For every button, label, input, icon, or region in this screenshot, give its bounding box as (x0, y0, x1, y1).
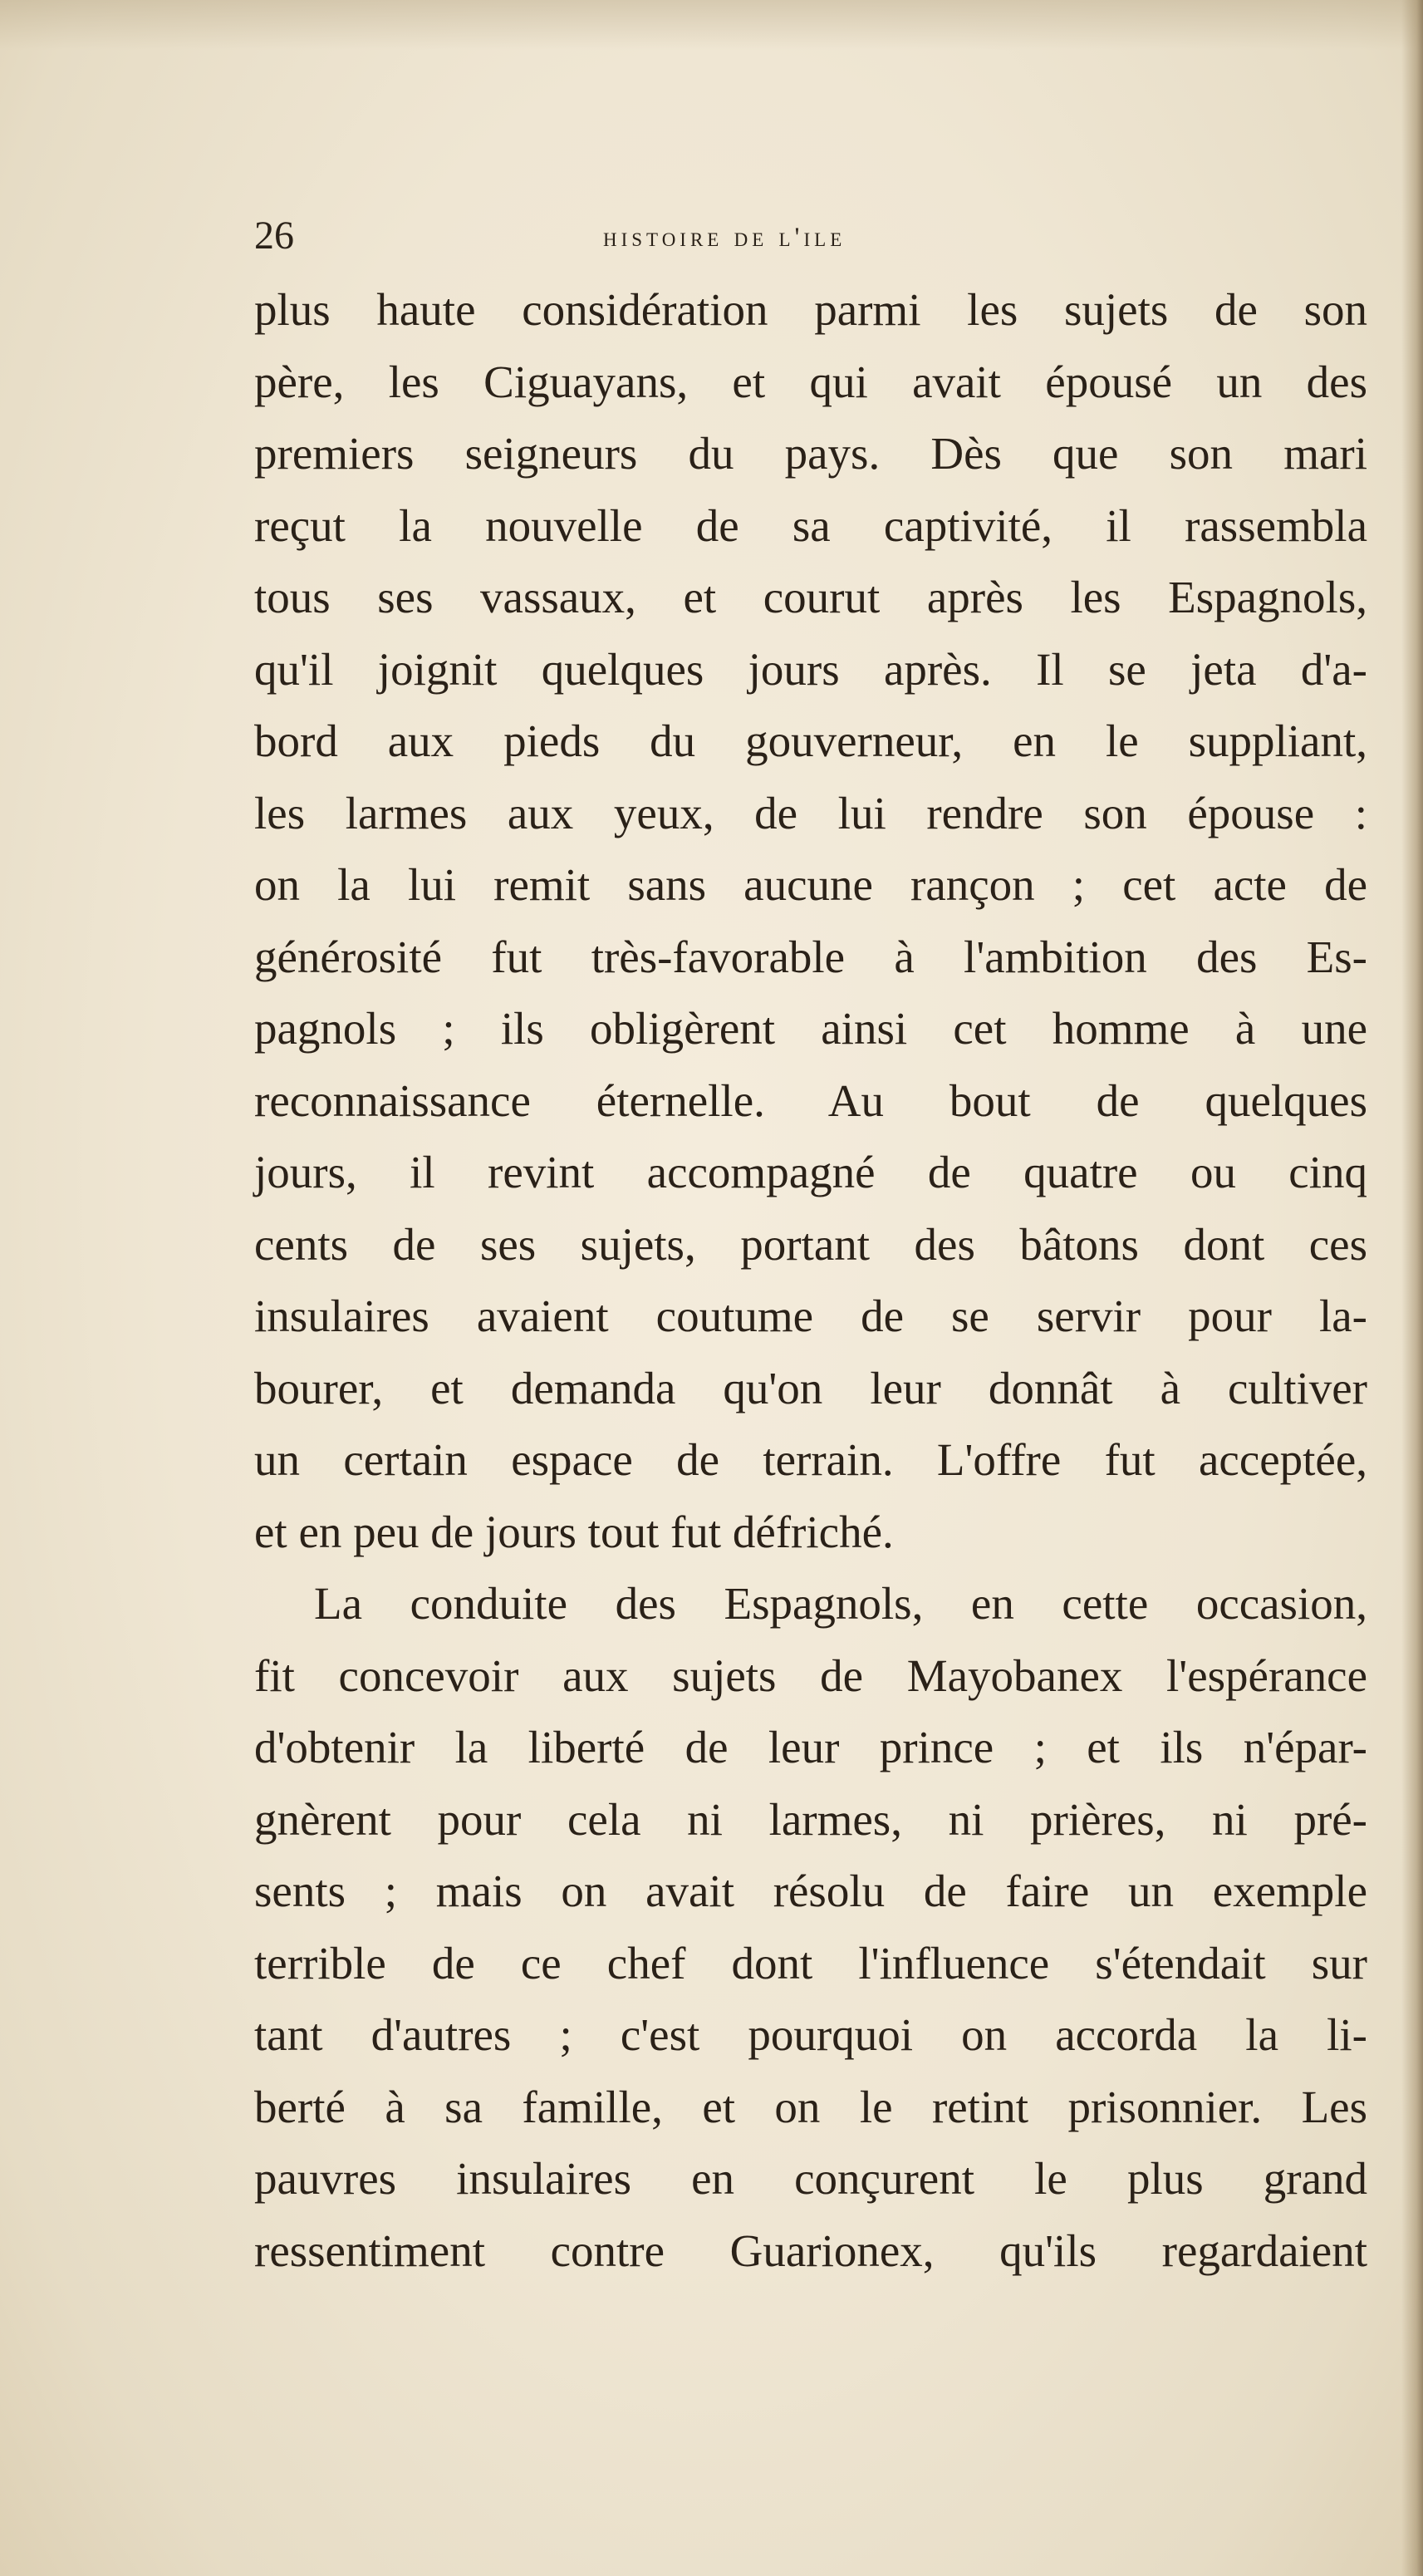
text-line: cents de ses sujets, portant des bâtons dont ces (254, 1218, 1367, 1270)
text-line: fit concevoir aux sujets de Mayobanex l'espérance (254, 1649, 1367, 1701)
text-line: berté à sa famille, et on le retint prisonnier. Les (254, 2081, 1367, 2132)
text-line: tous ses vassaux, et courut après les Espagnols, (254, 572, 1367, 622)
body-text (254, 274, 1367, 2287)
text-line: un certain espace de terrain. L'offre fut acceptée, (254, 1434, 1367, 1485)
text-line: pagnols ; ils obligèrent ainsi cet homme à une (254, 1003, 1367, 1054)
text-line: les larmes aux yeux, de lui rendre son épouse : (254, 787, 1367, 838)
text-line: bourer, et demanda qu'on leur donnât à cultiver (254, 1362, 1367, 1413)
text-line: bord aux pieds du gouverneur, en le suppliant, (254, 715, 1367, 766)
text-line: insulaires avaient coutume de se servir pour la- (254, 1290, 1367, 1341)
page-top-shadow (0, 0, 1423, 50)
text-line: gnèrent pour cela ni larmes, ni prières, ni pré- (254, 1793, 1367, 1845)
text-line: reconnaissance éternelle. Au bout de quelques (254, 1074, 1367, 1126)
page-header (254, 209, 1367, 263)
page-number: 26 (254, 214, 294, 258)
text-line: premiers seigneurs du pays. Dès que son mari (254, 428, 1367, 479)
page-edge-shadow (1401, 0, 1423, 2576)
text-line: reçut la nouvelle de sa captivité, il rassembla (254, 499, 1367, 551)
text-line: terrible de ce chef dont l'influence s'étendait sur (254, 1937, 1367, 1989)
text-line: jours, il revint accompagné de quatre ou cinq (254, 1147, 1367, 1197)
text-line: pauvres insulaires en conçurent le plus grand (254, 2153, 1367, 2204)
text-line: plus haute considération parmi les sujets de son (254, 284, 1367, 335)
paragraph-end-line: et en peu de jours tout fut défriché. (254, 1506, 894, 1557)
text-line: ressentiment contre Guarionex, qu'ils regardaient (254, 2225, 1367, 2276)
running-title: histoire de l'ile (603, 223, 846, 253)
text-line: d'obtenir la liberté de leur prince ; et ils n'épar- (254, 1722, 1367, 1772)
text-line: père, les Ciguayans, et qui avait épousé un des (254, 356, 1367, 407)
text-line: tant d'autres ; c'est pourquoi on accorda la li- (254, 2009, 1367, 2060)
text-line: générosité fut très-favorable à l'ambition des Es- (254, 931, 1367, 982)
text-line: sents ; mais on avait résolu de faire un exemple (254, 1866, 1367, 1916)
text-line: qu'il joignit quelques jours après. Il se jeta d'a- (254, 643, 1367, 695)
text-line: on la lui remit sans aucune rançon ; cet acte de (254, 859, 1367, 910)
paragraph-first-line: La conduite des Espagnols, en cette occasion, (314, 1578, 1367, 1629)
